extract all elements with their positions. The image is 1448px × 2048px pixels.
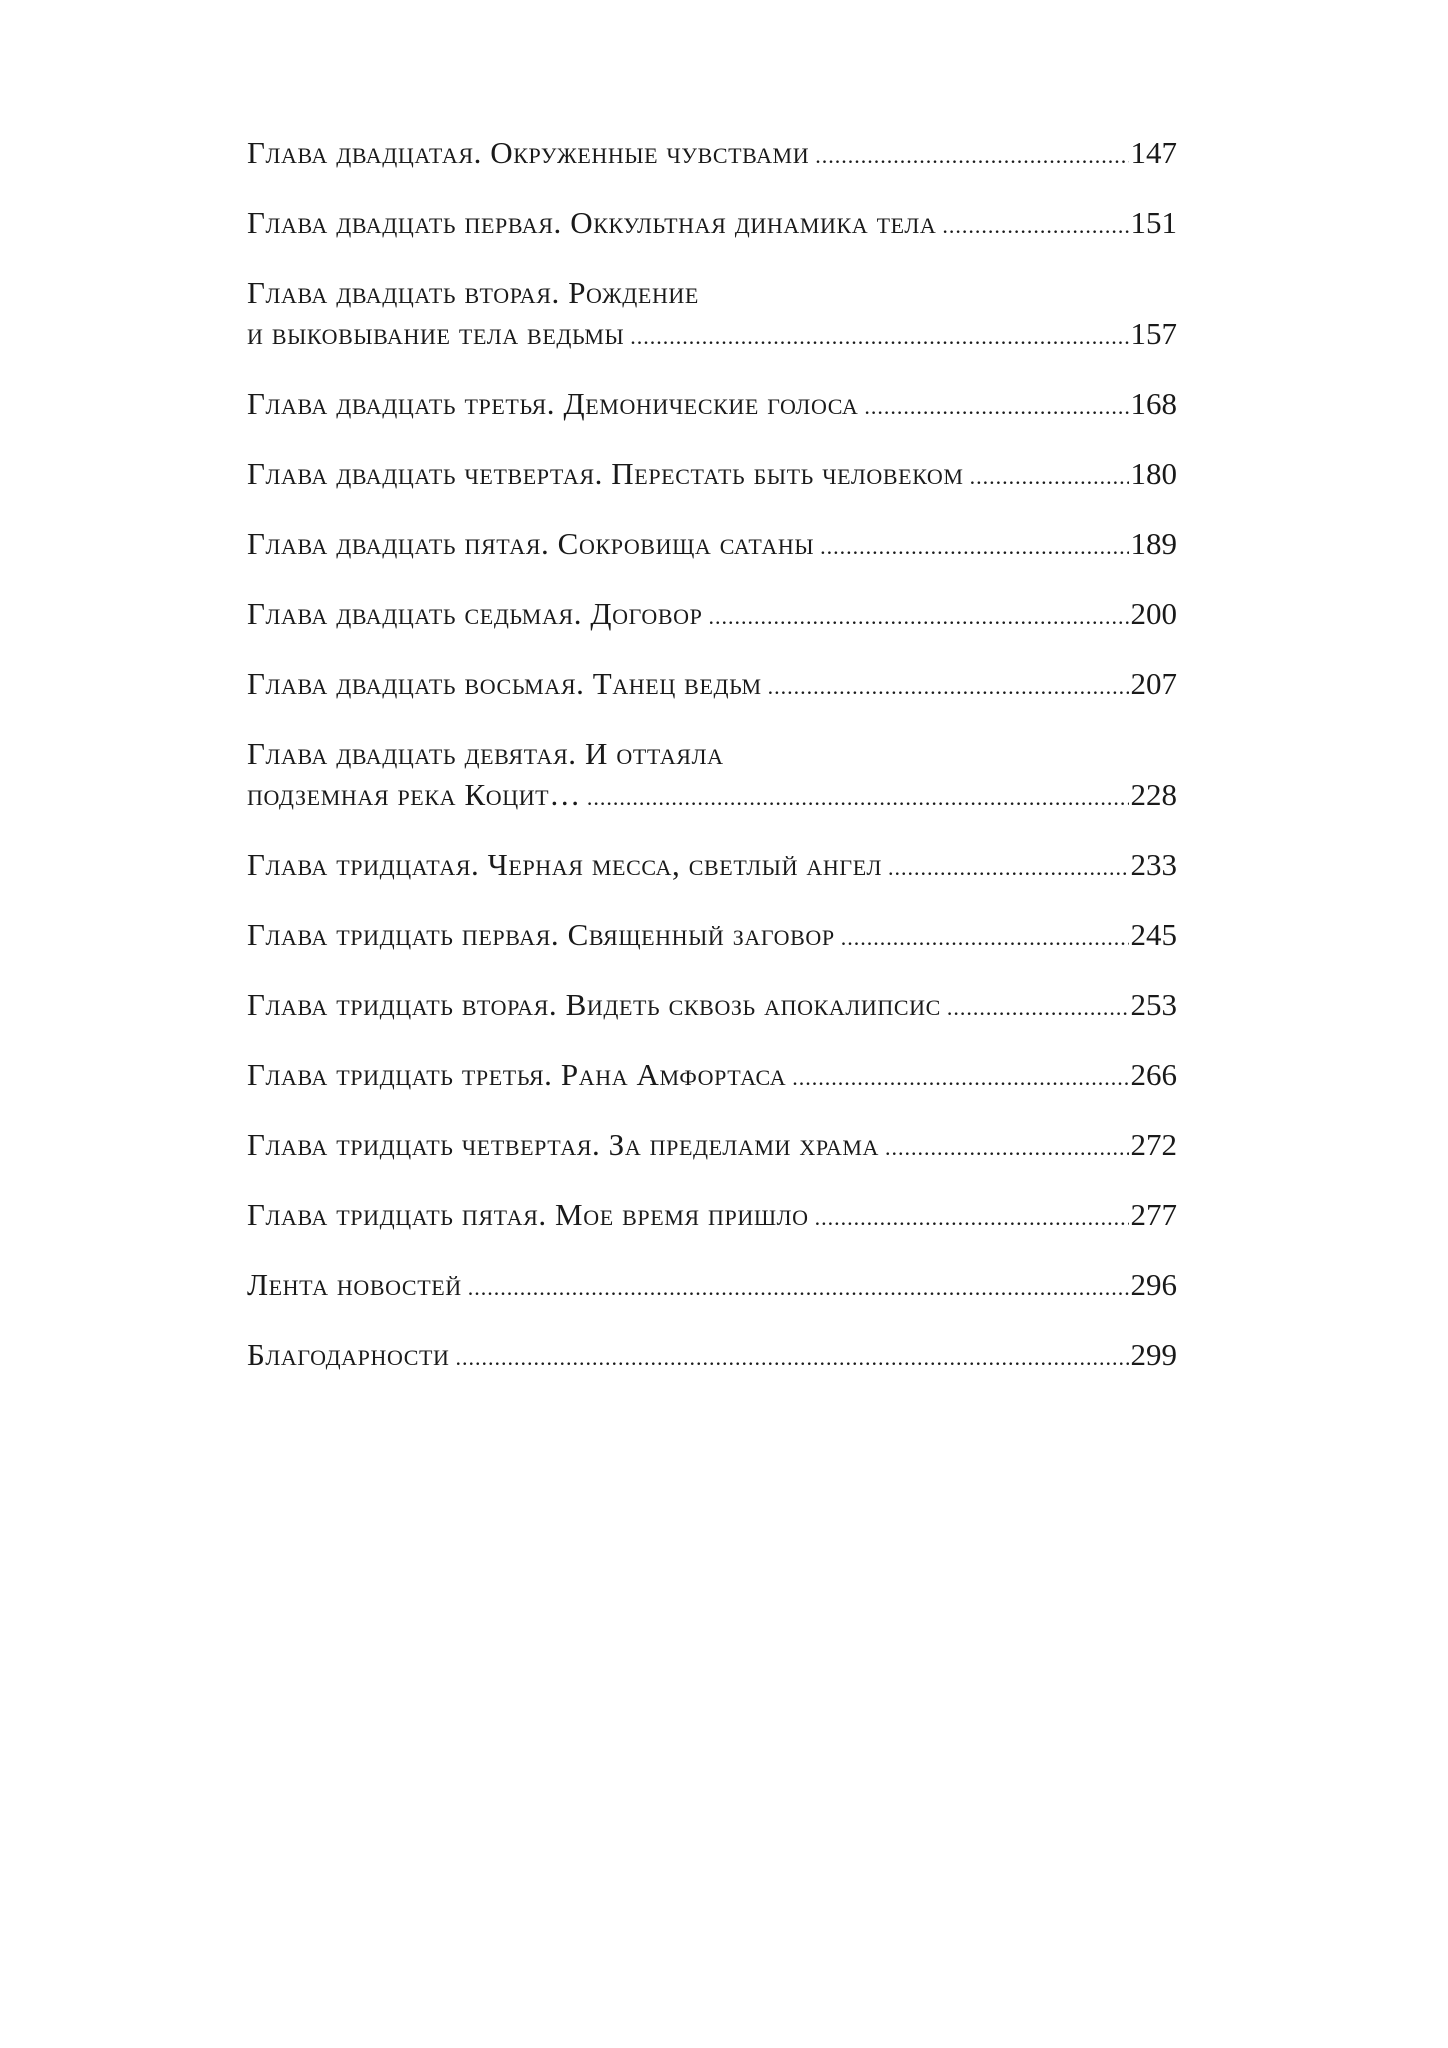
- toc-entry-title: Благодарности: [247, 1337, 450, 1372]
- dot-leader: [864, 386, 1128, 427]
- dot-leader: [820, 526, 1128, 567]
- toc-entry-title: Глава тридцатая. Черная месса, светлый ангел: [247, 847, 882, 882]
- dot-leader: [587, 777, 1129, 818]
- toc-entry: [247, 844, 1177, 888]
- dot-leader: [970, 456, 1129, 497]
- dot-leader: [815, 135, 1128, 176]
- dot-leader: [456, 1337, 1129, 1378]
- toc-entry: [247, 202, 1177, 246]
- toc-entry-page: 245: [1130, 917, 1177, 952]
- dot-leader: [841, 917, 1129, 958]
- toc-entry-page: 266: [1130, 1057, 1177, 1092]
- toc-entry-page: 147: [1130, 135, 1177, 170]
- toc-entry: [247, 984, 1177, 1028]
- dot-leader: [885, 1127, 1128, 1168]
- toc-entry-page: 272: [1130, 1127, 1177, 1162]
- toc-entry-title-line1: Глава двадцать девятая. И оттаяла: [247, 736, 724, 771]
- toc-entry: [247, 453, 1177, 497]
- dot-leader: [468, 1267, 1129, 1308]
- toc-entry-page: 296: [1130, 1267, 1177, 1302]
- toc-entry-page: 180: [1130, 456, 1177, 491]
- toc-entry-title: Глава двадцать пятая. Сокровища сатаны: [247, 526, 815, 561]
- toc-entry-title: Глава тридцать третья. Рана Амфортаса: [247, 1057, 787, 1092]
- toc-entry: [247, 383, 1177, 427]
- toc-entry-title-line1: Глава двадцать вторая. Рождение: [247, 275, 699, 310]
- toc-entry: [247, 914, 1177, 958]
- toc-entry-title: Глава тридцать четвертая. За пределами храма: [247, 1127, 880, 1162]
- toc-entry: [247, 663, 1177, 707]
- dot-leader: [947, 987, 1129, 1028]
- toc-entry-title-line2: и выковывание тела ведьмы: [247, 316, 625, 351]
- toc-entry-page: 228: [1130, 777, 1177, 812]
- toc-entry: [247, 1124, 1177, 1168]
- toc-entry: [247, 1264, 1177, 1308]
- toc-entry: [247, 132, 1177, 176]
- toc-entry-page: 157: [1130, 316, 1177, 351]
- toc-entry-page: 200: [1130, 596, 1177, 631]
- toc-entry: [247, 523, 1177, 567]
- toc-entry-page: 299: [1130, 1337, 1177, 1372]
- dot-leader: [888, 847, 1129, 888]
- toc-entry-title: Глава тридцать пятая. Мое время пришло: [247, 1197, 809, 1232]
- toc-entry-title: Глава двадцатая. Окруженные чувствами: [247, 135, 810, 170]
- toc-entry-title: Глава двадцать четвертая. Перестать быть человеком: [247, 456, 964, 491]
- toc-entry-page: 253: [1130, 987, 1177, 1022]
- toc-entry-title: Глава двадцать восьмая. Танец ведьм: [247, 666, 762, 701]
- dot-leader: [815, 1197, 1129, 1238]
- table-of-contents: [247, 132, 1177, 1404]
- toc-entry-title: Глава двадцать третья. Демонические голоса: [247, 386, 859, 421]
- dot-leader: [942, 205, 1128, 246]
- toc-entry: [247, 1334, 1177, 1378]
- toc-entry-page: 151: [1130, 205, 1177, 240]
- toc-entry-title: Лента новостей: [247, 1267, 462, 1302]
- dot-leader: [792, 1057, 1128, 1098]
- dot-leader: [630, 316, 1128, 357]
- toc-entry-title: Глава двадцать первая. Оккультная динамика тела: [247, 205, 937, 240]
- toc-entry-title-line2: подземная река Коцит…: [247, 777, 581, 812]
- toc-entry: [247, 272, 1177, 357]
- dot-leader: [768, 666, 1129, 707]
- toc-entry-page: 168: [1130, 386, 1177, 421]
- dot-leader: [709, 596, 1129, 637]
- toc-entry-title: Глава тридцать первая. Священный заговор: [247, 917, 835, 952]
- toc-entry-title: Глава двадцать седьмая. Договор: [247, 596, 703, 631]
- toc-entry: [247, 1194, 1177, 1238]
- toc-entry-page: 233: [1130, 847, 1177, 882]
- toc-entry-page: 207: [1130, 666, 1177, 701]
- toc-entry-page: 277: [1130, 1197, 1177, 1232]
- toc-entry-title: Глава тридцать вторая. Видеть сквозь апокалипсис: [247, 987, 941, 1022]
- toc-entry: [247, 593, 1177, 637]
- toc-entry: [247, 733, 1177, 818]
- toc-entry: [247, 1054, 1177, 1098]
- toc-entry-page: 189: [1130, 526, 1177, 561]
